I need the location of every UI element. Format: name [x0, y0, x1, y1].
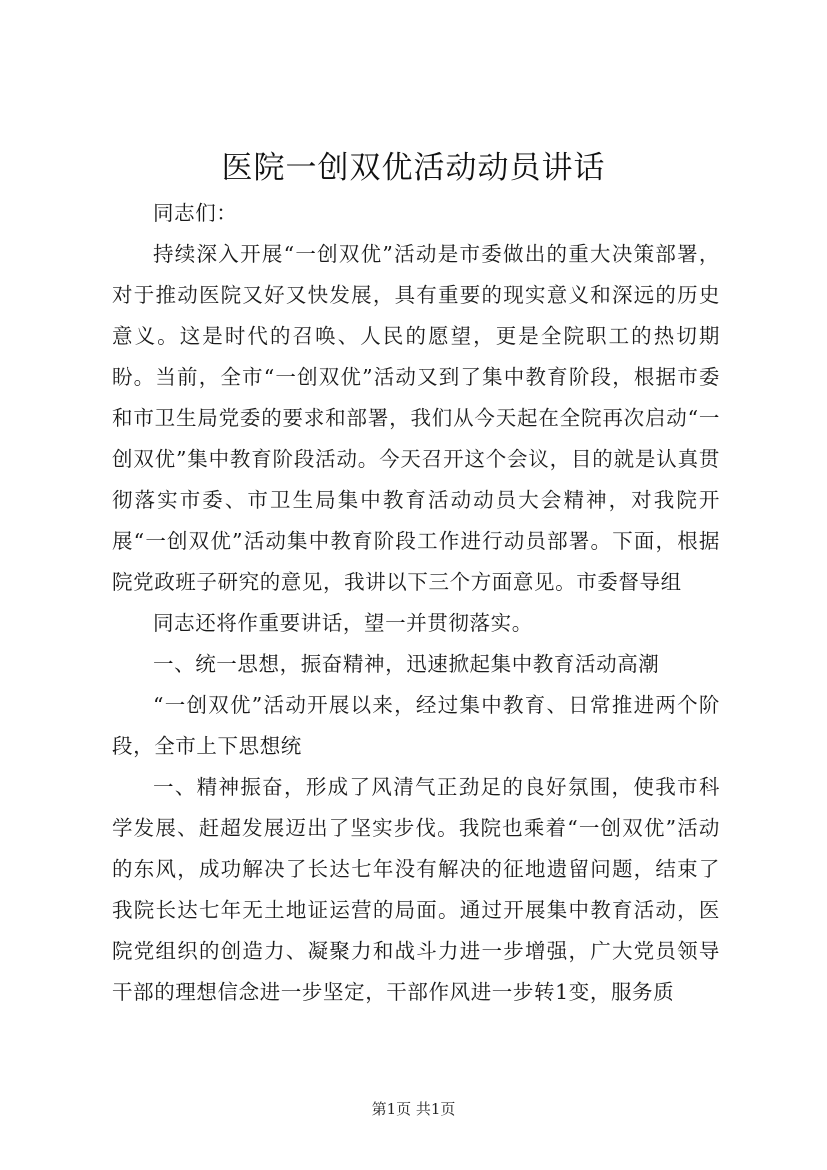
page-number-footer: 第1页 共1页 — [371, 1100, 456, 1118]
document-title: 医院一创双优活动动员讲话 — [221, 150, 606, 186]
paragraph-continuation: 同志还将作重要讲话，望一并贯彻落实。 — [153, 611, 533, 635]
section-heading-1: 一、统一思想，振奋精神，迅速掀起集中教育活动高潮 — [153, 652, 660, 676]
paragraph-intro: 持续深入开展“一创双优”活动是市委做出的重大决策部署，对于推动医院又好又快发展，具有重要的现实意义和深远的历史意义。这是时代的召唤、人民的愿望，更是全院职工的热切期盼。当前，全市“一创双优”活动又到了集中教育阶段，根据市委和市卫生局党委的要求和部署，我们从今天起在全院再次启动“一创双优”集中教育阶段活动。今天召开这个会议，目的就是认真贯彻落实市委、市卫生局集中教育活动动员大会精神，对我院开展“一创双优”活动集中教育阶段工作进行动员部署。下面，根据院党政班子研究的意见，我讲以下三个方面意见。市委督导组 — [112, 242, 720, 594]
paragraph-section-1: “一创双优”活动开展以来，经过集中教育、日常推进两个阶段，全市上下思想统 — [112, 693, 720, 758]
document-body — [112, 193, 720, 1013]
paragraph-section-1-continued: 一、精神振奋，形成了风清气正劲足的良好氛围，使我市科学发展、赶超发展迈出了坚实步伐。我院也乘着“一创双优”活动的东风，成功解决了长达七年没有解决的征地遗留问题，结束了我院长达七年无土地证运营的局面。通过开展集中教育活动，医院党组织的创造力、凝聚力和战斗力进一步增强，广大党员领导干部的理想信念进一步坚定，干部作风进一步转1变，服务质 — [112, 775, 720, 1004]
paragraph-salutation: 同志们： — [153, 201, 238, 225]
